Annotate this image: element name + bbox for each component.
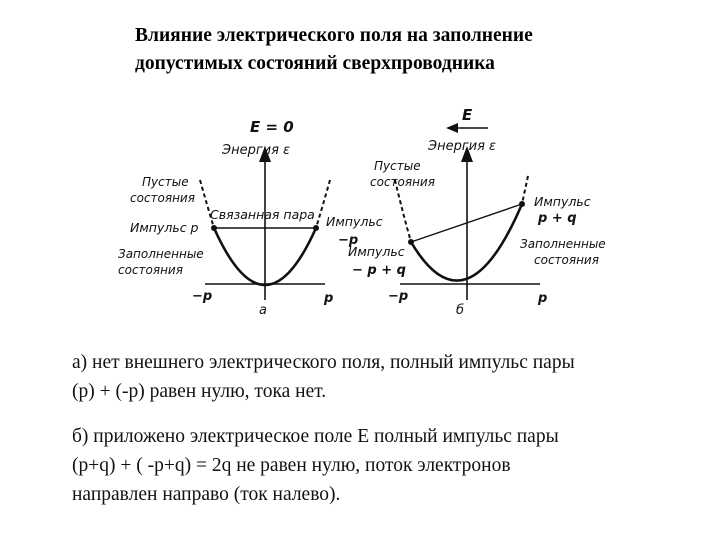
- parabola-b-empty-left: [395, 180, 411, 242]
- axis-label-b: Энергия ε: [428, 139, 497, 154]
- impulse-left-b-1: Импульс: [348, 244, 405, 259]
- empty-states-a-1: Пустые: [142, 175, 189, 189]
- caption-a-line-2: (p) + (-p) равен нулю, тока нет.: [72, 381, 327, 402]
- filled-states-a-1: Заполненные: [118, 247, 204, 261]
- empty-states-a-2: состояния: [130, 191, 195, 205]
- empty-states-b-1: Пустые: [374, 159, 421, 173]
- axis-pos-a: p: [324, 291, 334, 306]
- axis-neg-b: −p: [388, 289, 409, 304]
- caption-b-line-3: направлен направо (ток налево).: [72, 484, 341, 505]
- caption-a: [72, 348, 712, 406]
- caption-b-line-2: (p+q) + ( -p+q) = 2q не равен нулю, поток электронов: [72, 455, 511, 476]
- electron-minus-p-dot: [313, 225, 319, 231]
- electron-p-plus-q-dot: [519, 201, 525, 207]
- caption-b: [72, 422, 712, 509]
- impulse-left-a: Импульс p: [130, 220, 199, 235]
- panel-letter-a: а: [259, 303, 267, 318]
- filled-states-a-2: состояния: [118, 263, 183, 277]
- empty-states-b-2: состояния: [370, 175, 435, 189]
- axis-label-a: Энергия ε: [222, 143, 291, 158]
- impulse-right-b-1: Импульс: [534, 194, 591, 209]
- electron-minus-p-plus-q-dot: [408, 239, 414, 245]
- field-label-a: E = 0: [250, 118, 294, 136]
- axis-pos-b: p: [538, 291, 548, 306]
- title-line-2: допустимых состояний сверхпроводника: [135, 53, 495, 74]
- panel-a: [118, 118, 383, 318]
- impulse-right-b-2: p + q: [538, 211, 577, 226]
- impulse-right-a-1: Импульс: [326, 214, 383, 229]
- impulse-right-a-2: −p: [338, 233, 359, 248]
- parabola-b-empty-right: [522, 176, 528, 204]
- axis-neg-a: −p: [192, 289, 213, 304]
- caption-a-line-1: а) нет внешнего электрического поля, полный импульс пары: [72, 352, 575, 373]
- impulse-left-b-2: − p + q: [352, 263, 406, 278]
- filled-states-b-2: состояния: [534, 253, 599, 267]
- panel-letter-b: б: [456, 303, 465, 318]
- electron-p-dot: [211, 225, 217, 231]
- field-arrow-b-head: [446, 123, 458, 133]
- caption-b-line-1: б) приложено электрическое поле E полный импульс пары: [72, 426, 559, 447]
- field-label-b: E: [462, 106, 473, 124]
- title-line-1: Влияние электрического поля на заполнение: [135, 25, 533, 46]
- panel-b: [348, 106, 606, 318]
- filled-states-b-1: Заполненные: [520, 237, 606, 251]
- bound-pair-label: Связанная пара: [210, 207, 315, 222]
